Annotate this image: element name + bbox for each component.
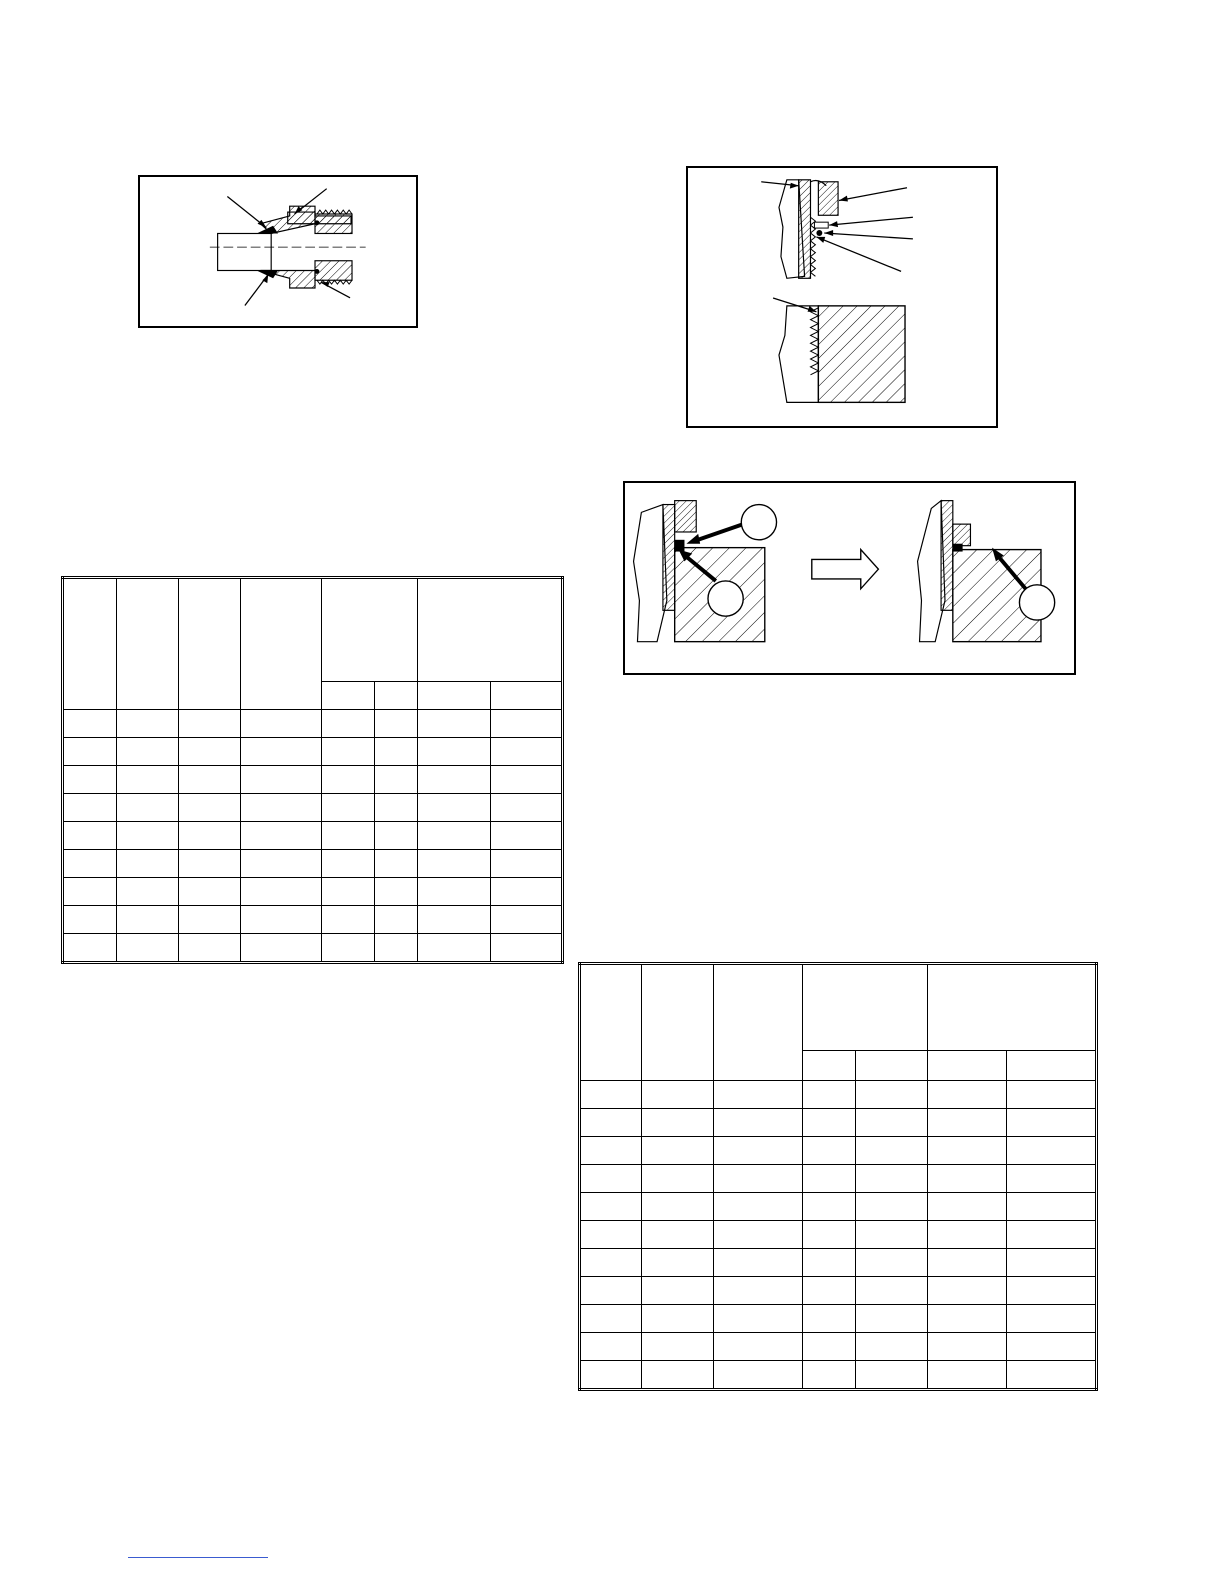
table-row: [63, 878, 563, 906]
table-cell: [418, 710, 491, 738]
table-cell: [580, 1221, 642, 1249]
table-row: [63, 934, 563, 963]
table-cell: [580, 1193, 642, 1221]
table-cell: [856, 1109, 928, 1137]
table-cell: [856, 1249, 928, 1277]
header-cell: [491, 681, 563, 709]
header-cell: [322, 578, 418, 682]
header-cell: [856, 1050, 928, 1080]
table-cell: [63, 850, 117, 878]
table-row: [580, 1333, 1097, 1361]
table-cell: [856, 1137, 928, 1165]
header-cell: [714, 964, 803, 1081]
table-cell: [803, 1193, 856, 1221]
table-cell: [856, 1165, 928, 1193]
table-cell: [322, 710, 375, 738]
table-cell: [580, 1305, 642, 1333]
header-cell: [63, 578, 117, 710]
table-row: [580, 1221, 1097, 1249]
header-cell: [803, 1050, 856, 1080]
table-cell: [1007, 1221, 1097, 1249]
callout-circle: [741, 505, 776, 540]
table-cell: [375, 710, 418, 738]
header-cell: [928, 964, 1097, 1051]
table-cell: [418, 738, 491, 766]
table-cell: [322, 766, 375, 794]
table-cell: [375, 738, 418, 766]
table-cell: [117, 934, 179, 963]
table-cell: [928, 1081, 1007, 1109]
table-cell: [179, 934, 241, 963]
table-cell: [803, 1137, 856, 1165]
table-cell: [642, 1081, 714, 1109]
table-cell: [928, 1249, 1007, 1277]
table-cell: [856, 1193, 928, 1221]
table-row: [63, 822, 563, 850]
table-cell: [803, 1277, 856, 1305]
header-cell: [642, 964, 714, 1081]
table-cell: [1007, 1305, 1097, 1333]
table-cell: [580, 1137, 642, 1165]
table-cell: [714, 1137, 803, 1165]
table-cell: [714, 1333, 803, 1361]
table-cell: [928, 1109, 1007, 1137]
table-cell: [418, 822, 491, 850]
table-cell: [418, 794, 491, 822]
header-cell: [179, 578, 241, 710]
table-cell: [117, 878, 179, 906]
table-cell: [491, 766, 563, 794]
header-cell: [322, 681, 375, 709]
table-cell: [856, 1221, 928, 1249]
table-cell: [117, 906, 179, 934]
table-cell: [580, 1165, 642, 1193]
table-cell: [179, 850, 241, 878]
table-cell: [1007, 1193, 1097, 1221]
table-cell: [642, 1109, 714, 1137]
table-cell: [375, 794, 418, 822]
table-cell: [117, 794, 179, 822]
table-row: [580, 1305, 1097, 1333]
table-cell: [241, 850, 322, 878]
table-cell: [856, 1277, 928, 1305]
table-cell: [714, 1193, 803, 1221]
table-cell: [803, 1081, 856, 1109]
table-cell: [1007, 1165, 1097, 1193]
table-cell: [714, 1249, 803, 1277]
table-row: [580, 1137, 1097, 1165]
table-cell: [803, 1249, 856, 1277]
callout-circle: [1019, 585, 1054, 620]
torque-table-right: [578, 962, 1098, 1391]
table-cell: [1007, 1333, 1097, 1361]
table-cell: [322, 850, 375, 878]
table-cell: [179, 878, 241, 906]
table-cell: [241, 906, 322, 934]
table-cell: [714, 1081, 803, 1109]
header-cell: [375, 681, 418, 709]
table-cell: [491, 906, 563, 934]
o-ring-boss-drawing: [688, 168, 996, 426]
table-cell: [803, 1221, 856, 1249]
table-cell: [491, 934, 563, 963]
table-cell: [491, 738, 563, 766]
compression-fitting-figure: [138, 175, 418, 328]
table-cell: [375, 766, 418, 794]
table-cell: [375, 822, 418, 850]
table-cell: [241, 934, 322, 963]
table-cell: [856, 1333, 928, 1361]
table-cell: [580, 1277, 642, 1305]
table-cell: [117, 766, 179, 794]
table-row: [580, 1361, 1097, 1390]
header-cell: [418, 681, 491, 709]
table-cell: [714, 1221, 803, 1249]
table-row: [63, 738, 563, 766]
table-row: [580, 1193, 1097, 1221]
table-cell: [714, 1109, 803, 1137]
table-cell: [241, 794, 322, 822]
table-cell: [63, 710, 117, 738]
table-cell: [1007, 1109, 1097, 1137]
table-cell: [928, 1165, 1007, 1193]
table-cell: [642, 1277, 714, 1305]
table-cell: [580, 1109, 642, 1137]
table-cell: [1007, 1249, 1097, 1277]
table-cell: [418, 906, 491, 934]
table-cell: [63, 878, 117, 906]
o-ring-seating-sequence-figure: [623, 481, 1076, 675]
table-cell: [928, 1137, 1007, 1165]
table-cell: [928, 1305, 1007, 1333]
table-cell: [418, 934, 491, 963]
table-row: [63, 794, 563, 822]
table-cell: [491, 878, 563, 906]
table-cell: [928, 1193, 1007, 1221]
table-cell: [642, 1333, 714, 1361]
table-cell: [63, 738, 117, 766]
table-cell: [580, 1361, 642, 1390]
table-cell: [63, 794, 117, 822]
table-cell: [803, 1333, 856, 1361]
table-cell: [928, 1221, 1007, 1249]
table-cell: [241, 822, 322, 850]
table-row: [63, 710, 563, 738]
table-cell: [375, 850, 418, 878]
table-cell: [1007, 1081, 1097, 1109]
table-cell: [117, 850, 179, 878]
table-cell: [642, 1221, 714, 1249]
table-cell: [63, 766, 117, 794]
header-cell: [928, 1050, 1007, 1080]
table-cell: [418, 878, 491, 906]
table-cell: [322, 934, 375, 963]
table-row: [580, 1109, 1097, 1137]
compression-fitting-drawing: [140, 177, 416, 326]
table-cell: [714, 1165, 803, 1193]
table-cell: [241, 738, 322, 766]
table-cell: [580, 1081, 642, 1109]
table-cell: [322, 906, 375, 934]
table-cell: [491, 710, 563, 738]
table-cell: [179, 710, 241, 738]
table-cell: [322, 794, 375, 822]
table-cell: [375, 878, 418, 906]
table-cell: [63, 822, 117, 850]
table-cell: [117, 710, 179, 738]
table-cell: [803, 1109, 856, 1137]
header-cell: [803, 964, 928, 1051]
header-cell: [241, 578, 322, 710]
table-cell: [642, 1137, 714, 1165]
table-cell: [803, 1305, 856, 1333]
table-cell: [1007, 1361, 1097, 1390]
table-row: [580, 1249, 1097, 1277]
table-cell: [642, 1165, 714, 1193]
table-cell: [179, 794, 241, 822]
table-cell: [179, 906, 241, 934]
table-cell: [928, 1277, 1007, 1305]
table-cell: [179, 766, 241, 794]
table-cell: [642, 1193, 714, 1221]
table-cell: [322, 878, 375, 906]
table-cell: [580, 1333, 642, 1361]
table-cell: [856, 1361, 928, 1390]
table-cell: [803, 1361, 856, 1390]
table-cell: [580, 1249, 642, 1277]
callout-circle: [708, 581, 743, 616]
table-cell: [642, 1361, 714, 1390]
table-cell: [418, 850, 491, 878]
table-row: [580, 1277, 1097, 1305]
header-cell: [418, 578, 563, 682]
table-row: [63, 850, 563, 878]
table-cell: [179, 822, 241, 850]
table-cell: [491, 794, 563, 822]
table-row: [63, 906, 563, 934]
header-cell: [1007, 1050, 1097, 1080]
table-cell: [714, 1305, 803, 1333]
header-cell: [580, 964, 642, 1081]
table-cell: [241, 766, 322, 794]
table-cell: [63, 934, 117, 963]
table-cell: [117, 738, 179, 766]
table-cell: [491, 850, 563, 878]
o-ring-boss-fitting-figure: [686, 166, 998, 428]
table-cell: [642, 1305, 714, 1333]
table-cell: [928, 1333, 1007, 1361]
footer-link-rule: [128, 1557, 268, 1558]
table-cell: [856, 1305, 928, 1333]
table-cell: [375, 906, 418, 934]
table-cell: [856, 1081, 928, 1109]
table-header-row: [580, 964, 1097, 1051]
table-cell: [63, 906, 117, 934]
table-row: [580, 1165, 1097, 1193]
table-cell: [803, 1165, 856, 1193]
table-cell: [375, 934, 418, 963]
table-header-row: [63, 578, 563, 682]
torque-table-left: [61, 576, 564, 964]
table-cell: [928, 1361, 1007, 1390]
table-cell: [1007, 1137, 1097, 1165]
table-cell: [241, 710, 322, 738]
table-row: [580, 1081, 1097, 1109]
seating-sequence-drawing: [625, 483, 1074, 673]
table-cell: [418, 766, 491, 794]
table-cell: [322, 738, 375, 766]
header-cell: [117, 578, 179, 710]
table-cell: [642, 1249, 714, 1277]
table-cell: [241, 878, 322, 906]
table-cell: [322, 822, 375, 850]
table-row: [63, 766, 563, 794]
table-cell: [1007, 1277, 1097, 1305]
table-cell: [714, 1277, 803, 1305]
table-cell: [714, 1361, 803, 1390]
table-cell: [491, 822, 563, 850]
table-cell: [179, 738, 241, 766]
table-cell: [117, 822, 179, 850]
